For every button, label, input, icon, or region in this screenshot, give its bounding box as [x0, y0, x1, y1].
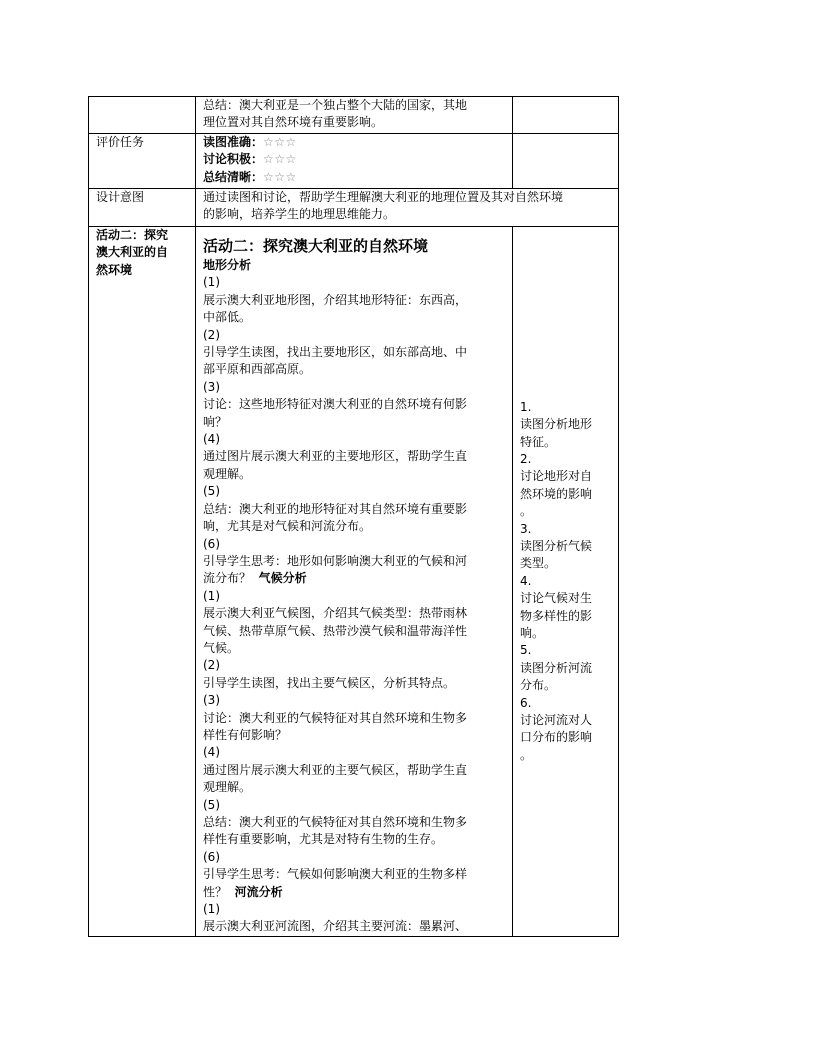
task-line: 3. — [520, 521, 532, 536]
design-intent-line: 通过读图和讨论，帮助学生理解澳大利亚的地理位置及其对自然环境 — [203, 190, 564, 204]
activity-line: 总结：澳大利亚的地形特征对其自然环境有重要影 — [203, 501, 468, 516]
empty-cell — [513, 97, 619, 134]
activity-line: (2) — [203, 658, 220, 673]
activity-line — [203, 570, 505, 587]
task-line: 响。 — [520, 626, 545, 641]
activity-content — [196, 227, 513, 937]
activity-line: 讨论：这些地形特征对澳大利亚的自然环境有何影 — [203, 397, 468, 412]
activity-label-line: 澳大利亚的自 — [96, 245, 169, 260]
task-line: 口分布的影响 — [520, 730, 593, 745]
evaluation-item-label: 总结清晰： — [203, 169, 264, 184]
activity-line: (2) — [203, 327, 220, 342]
activity-line: (1) — [203, 902, 220, 917]
activity-line: 气候、热带草原气候、热带沙漠气候和温带海洋性 — [203, 623, 468, 638]
star-rating-icon: ☆☆☆ — [263, 135, 297, 149]
activity-line: 观理解。 — [203, 780, 252, 795]
activity-line: 总结：澳大利亚的气候特征对其自然环境和生物多 — [203, 815, 468, 829]
activity-line: 通过图片展示澳大利亚的主要地形区，帮助学生直 — [203, 449, 468, 464]
activity-line: 样性有何影响？ — [203, 727, 288, 742]
table-row-evaluation — [89, 134, 619, 189]
river-heading: 河流分析 — [234, 884, 283, 899]
task-line: 。 — [520, 747, 533, 762]
task-line: 读图分析气候 — [520, 538, 593, 553]
activity-line: (6) — [203, 536, 220, 551]
activity-line: 引导学生读图，找出主要地形区，如东部高地、中 — [203, 345, 468, 360]
activity-line — [203, 884, 505, 901]
table-row-activity-two — [89, 227, 619, 937]
task-line: 类型。 — [520, 556, 557, 571]
activity-line: 响，尤其是对气候和河流分布。 — [203, 519, 372, 534]
activity-line: (3) — [203, 379, 220, 394]
summary-line: 理位置对其自然环境有重要影响。 — [203, 115, 384, 130]
activity-line: (4) — [203, 745, 220, 760]
activity-label — [89, 227, 196, 937]
task-line: 2. — [520, 451, 532, 466]
design-intent-label: 设计意图 — [89, 189, 196, 227]
task-line: 读图分析地形 — [520, 417, 593, 432]
activity-line: 引导学生思考：气候如何影响澳大利亚的生物多样 — [203, 867, 468, 882]
activity-line: 引导学生思考：地形如何影响澳大利亚的气候和河 — [203, 553, 468, 568]
activity-label-line: 活动二：探究 — [96, 228, 169, 242]
evaluation-item-label: 读图准确： — [203, 135, 264, 149]
task-line: 特征。 — [520, 434, 557, 449]
evaluation-items — [196, 134, 513, 189]
star-rating-icon: ☆☆☆ — [263, 152, 297, 167]
activity-line: 引导学生读图，找出主要气候区，分析其特点。 — [203, 675, 456, 690]
empty-cell — [89, 97, 196, 134]
table-row-design-intent — [89, 189, 619, 227]
activity-line: (3) — [203, 693, 220, 708]
lesson-plan-table — [88, 96, 619, 937]
task-line: 然环境的影响 — [520, 486, 593, 501]
activity-line: (1) — [203, 588, 220, 603]
terrain-heading: 地形分析 — [203, 258, 252, 272]
activity-line: 部平原和西部高原。 — [203, 362, 312, 377]
evaluation-item — [203, 169, 505, 186]
task-line: 4. — [520, 573, 532, 588]
table-row-summary — [89, 97, 619, 134]
activity-line: 展示澳大利亚地形图，介绍其地形特征：东西高， — [203, 292, 468, 307]
activity-line: 展示澳大利亚河流图，介绍其主要河流：墨累河、 — [203, 919, 468, 934]
activity-title: 活动二：探究澳大利亚的自然环境 — [203, 237, 429, 255]
river-lead: 性？ — [203, 884, 228, 899]
activity-line: 气候。 — [203, 640, 240, 655]
student-tasks — [513, 227, 619, 937]
task-line: 。 — [520, 504, 533, 519]
task-line: 6. — [520, 695, 532, 710]
activity-line: 展示澳大利亚气候图，介绍其气候类型：热带雨林 — [203, 606, 468, 621]
evaluation-item — [203, 151, 505, 168]
summary-cell — [196, 97, 513, 134]
climate-lead: 流分布？ — [203, 571, 252, 586]
task-line: 讨论气候对生 — [520, 591, 593, 606]
summary-line: 总结：澳大利亚是一个独占整个大陆的国家，其地 — [203, 98, 468, 112]
star-rating-icon: ☆☆☆ — [263, 169, 297, 184]
activity-line: 响？ — [203, 414, 228, 429]
empty-cell — [513, 134, 619, 189]
task-line: 分布。 — [520, 678, 557, 693]
activity-line: (1) — [203, 275, 220, 290]
activity-line: (5) — [203, 484, 220, 499]
evaluation-item — [203, 134, 505, 151]
task-line: 5. — [520, 643, 532, 658]
climate-heading: 气候分析 — [258, 571, 307, 586]
design-intent-text — [196, 189, 619, 227]
activity-line: 讨论：澳大利亚的气候特征对其自然环境和生物多 — [203, 710, 468, 725]
task-line: 1. — [520, 399, 532, 414]
activity-line: 中部低。 — [203, 310, 252, 325]
activity-line: 观理解。 — [203, 466, 252, 481]
activity-label-line: 然环境 — [96, 262, 133, 277]
activity-line: (6) — [203, 849, 220, 864]
design-intent-line: 的影响，培养学生的地理思维能力。 — [203, 207, 396, 222]
activity-line: (4) — [203, 432, 220, 447]
activity-line: (5) — [203, 797, 220, 812]
task-line: 物多样性的影 — [520, 608, 593, 623]
evaluation-label: 评价任务 — [89, 134, 196, 189]
task-line: 读图分析河流 — [520, 660, 593, 675]
evaluation-item-label: 讨论积极： — [203, 152, 264, 167]
activity-line: 样性有重要影响，尤其是对特有生物的生存。 — [203, 832, 444, 847]
activity-line: 通过图片展示澳大利亚的主要气候区，帮助学生直 — [203, 762, 468, 777]
task-line: 讨论地形对自 — [520, 469, 593, 484]
task-line: 讨论河流对人 — [520, 713, 593, 728]
